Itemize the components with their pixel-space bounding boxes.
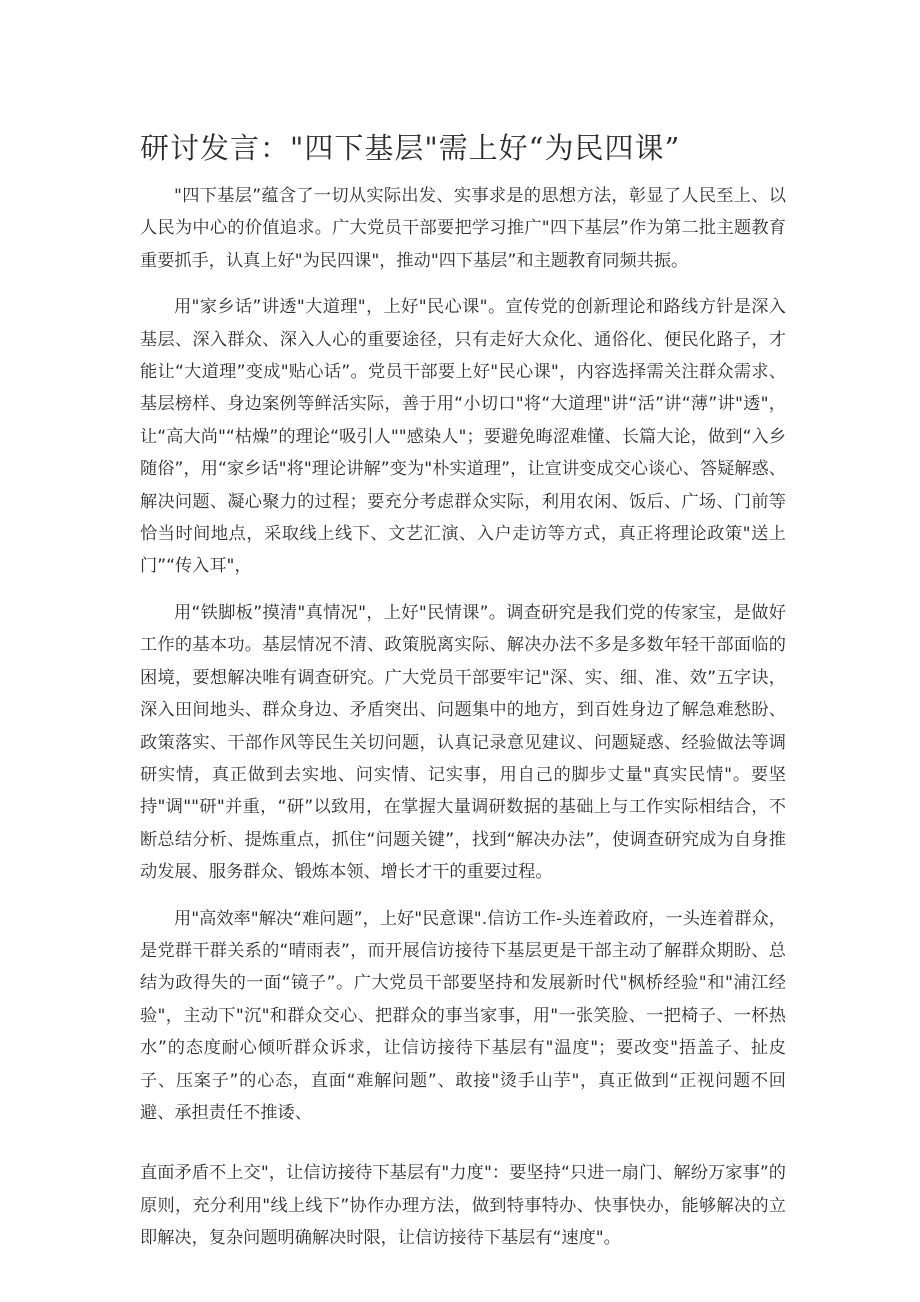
paragraph-minxin-lesson: 用"家乡话”讲透"大道理"，上好"民心课"。宣传党的创新理论和路线方针是深入基层、深入群众、深入人心的重要途径，只有走好大众化、通俗化、便民化路子，才能让“大道理”变成"贴心话”。党员干部要上好"民心课"，内容选择需关注群众需求、基层榜样、身边案例等鲜活实际，善于用“小切口"将“大道理"讲“活”讲“薄”讲"透"，让“高大尚"“枯燥”的理论“吸引人""感染人"；要避免晦涩难懂、长篇大论，做到“入乡随俗”，用“家乡话"将"理论讲解”变为"朴实道理”，让宣讲变成交心谈心、答疑解惑、解决问题、凝心聚力的过程；要充分考虑群众实际，利用农闲、饭后、广场、门前等恰当时间地点，采取线上线下、文艺汇演、入户走访等方式，真正将理论政策"送上门”“传入耳"，: [140, 297, 786, 577]
paragraph-minyi-lesson: 用"高效率"解决“难问题”，上好"民意课".信访工作-头连着政府，一头连着群众，是党群干群关系的“晴雨表”，而开展信访接待下基层更是干部主动了解群众期盼、总结为政得失的一面“镜子”。广大党员干部要坚持和发展新时代"枫桥经验"和"浦江经验"，主动下"沉"和群众交心、把群众的事当家事，用"一张笑脸、一把椅子、一杯热水”的态度耐心倾听群众诉求，让信访接待下基层有"温度"；要改变"捂盖子、扯皮子、压案子”的心态，直面“难解问题”、敢接"烫手山芋"，真正做到“正视问题不回避、承担责任不推诿、: [140, 908, 786, 1123]
paragraph-minyi-continued: 直面矛盾不上交"，让信访接待下基层有"力度"：要坚持“只进一扇门、解纷万家事”的原则，充分利用"线上线下”协作办理方法，做到特事特办、快事快办，能够解决的立即解决，复杂问题明确解决时限，让信访接待下基层有“速度"。: [140, 1163, 786, 1249]
document-title: 研讨发言："四下基层"需上好“为民四课”: [140, 131, 681, 165]
paragraph-intro: "四下基层”蕴含了一切从实际出发、实事求是的思想方法，彰显了人民至上、以人民为中心的价值追求。广大党员干部要把学习推广"四下基层”作为第二批主题教育重要抓手，认真上好"为民四课"，推动"四下基层”和主题教育同频共振。: [140, 186, 786, 271]
paragraph-minqing-lesson: 用“铁脚板”摸清"真情况"，上好"民情课”。调查研究是我们党的传家宝，是做好工作的基本功。基层情况不清、政策脱离实际、解决办法不多是多数年轻干部面临的困境，要想解决唯有调查研究。广大党员干部要牢记"深、实、细、准、效”五字诀，深入田间地头、群众身边、矛盾突出、问题集中的地方，到百姓身边了解急难愁盼、政策落实、干部作风等民生关切问题，认真记录意见建议、问题疑惑、经验做法等调研实情，真正做到去实地、问实情、记实事，用自己的脚步丈量"真实民情"。要坚持"调""研"并重，“研”以致用，在掌握大量调研数据的基础上与工作实际相结合，不断总结分析、提炼重点，抓住“问题关键”，找到“解决办法”，使调查研究成为自身推动发展、服务群众、锻炼本领、增长才干的重要过程。: [140, 602, 786, 883]
document-body: [140, 180, 786, 1255]
